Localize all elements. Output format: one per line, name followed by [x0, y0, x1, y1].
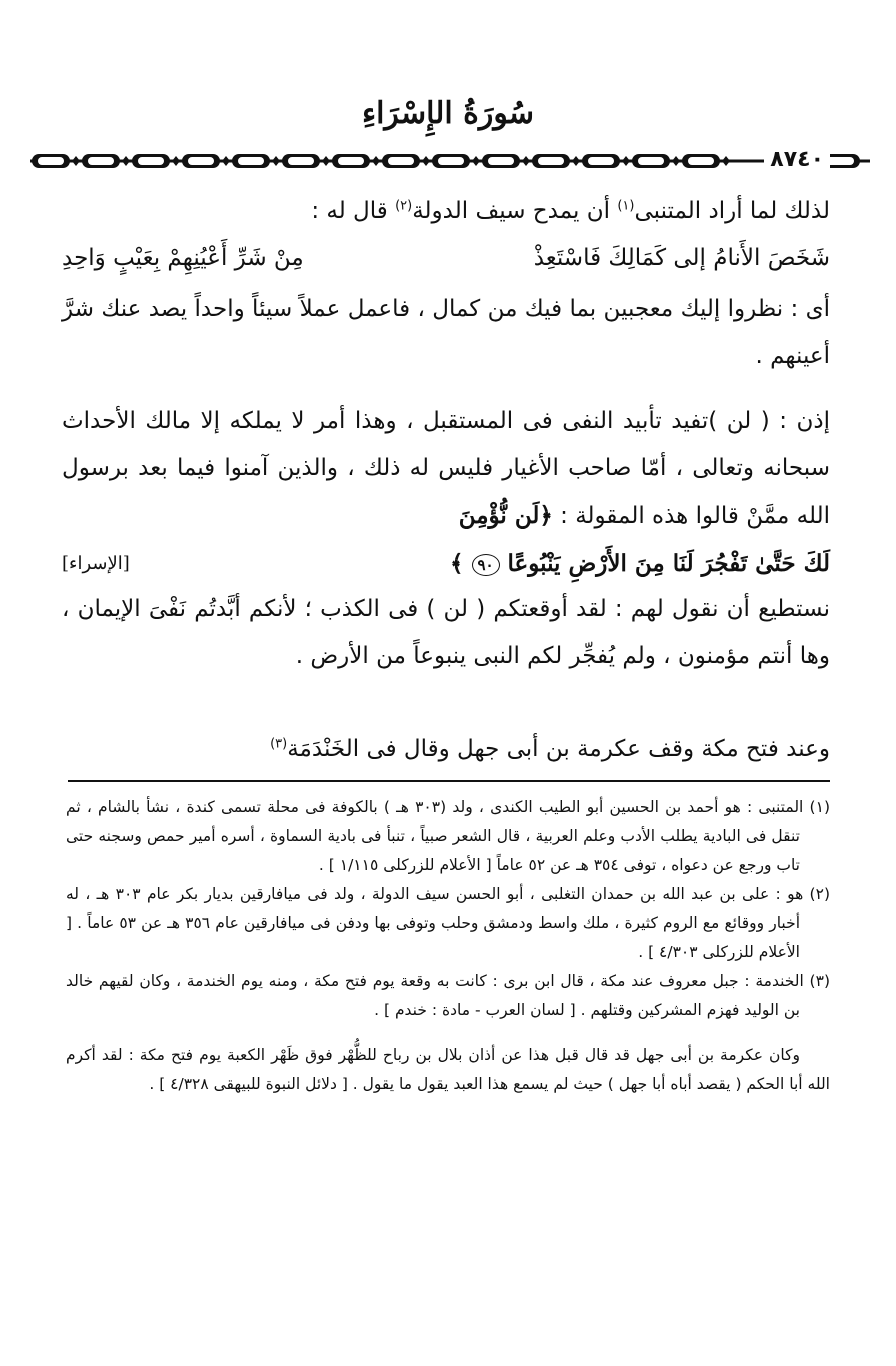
- quran-line-row: [62, 540, 830, 587]
- poetry-verse: [62, 235, 830, 282]
- paragraph-lan: إذن : ( لن )تفيد تأبيد النفى فى المستقبل ، وهذا أمر لا يملكه إلا مالك الأحداث سبحانه وتعالى ، أمّا صاحب الأغيار فليس له ذلك ، والذين آمنوا فيما بعد برسول الله ممَّنْ قالوا هذه المقولة : ﴿لَن نُّؤْمِنَ: [62, 408, 830, 529]
- main-text-block-3: [62, 586, 830, 680]
- quran-quote-open: ﴿: [539, 502, 553, 529]
- quran-quote-line1: لَن نُّؤْمِنَ: [458, 502, 540, 529]
- paragraph-explanation: أى : نظروا إليك معجبين بما فيك من كمال ، فاعمل عملاً سيئاً واحداً يصد عنك شرَّ أعينهم .: [62, 296, 830, 369]
- footnote-ref-3: (٣): [270, 736, 288, 752]
- footnote-3: (٣) الخندمة : جبل معروف عند مكة ، قال ابن برى : كانت به وقعة يوم فتح مكة ، ومنه يوم الخندمة ، وكان لقيهم خالد بن الوليد فهزم المشركين وقتلهم . [ لسان العرب - مادة : خندم ] .: [66, 972, 830, 1019]
- main-text-block: [62, 188, 830, 380]
- surah-source-reference: [الإسراء]: [62, 553, 130, 574]
- ayah-number-marker: ٩٠: [472, 554, 500, 576]
- paragraph-refutation: نستطيع أن نقول لهم : لقد أوقعتكم ( لن ) فى الكذب ؛ لأنكم أبَّدتُم نَفْىَ الإيمان ، وها أنتم مؤمنون ، ولم يُفجِّر لكم النبى ينبوعاً من الأرض .: [62, 596, 830, 669]
- verse-hemistich-first: شَخَصَ الأَنامُ إلى كَمَالِكَ فَاسْتَعِذْ: [533, 245, 830, 271]
- verse-hemistich-second: مِنْ شَرِّ أَعْيُنِهِمْ بِعَيْبٍ وَاحِدِ: [62, 245, 304, 271]
- quran-quote-close: ﴾: [450, 550, 464, 577]
- main-text-block-2: [62, 398, 830, 587]
- footnote-divider: [68, 780, 830, 782]
- paragraph-ikrimah: وعند فتح مكة وقف عكرمة بن أبى جهل وقال فى الخَنْدَمَة$^{(٣)}$: [270, 736, 830, 762]
- footnote-2: (٢) هو : على بن عبد الله بن حمدان التغلبى ، أبو الحسن سيف الدولة ، ولد فى ميافارقين بديار بكر عام ٣٠٣ هـ ، له أخبار ووقائع مع الروم كثيرة ، ملك واسط ودمشق وحلب وتوفى بها ودفن فى ميافارقين عام ٣٥٦ هـ عن ٥٣ عاماً . [ الأعلام للزركلى ٤/٣٠٣ ] .: [66, 885, 830, 961]
- ornamental-header-band: [30, 146, 870, 176]
- quran-quote-line2: لَكَ حَتَّىٰ تَفْجُرَ لَنَا مِنَ الأَرْضِ يَنْبُوعًا: [507, 550, 830, 577]
- main-text-block-4: [62, 726, 830, 773]
- footnote-3-continuation: وكان عكرمة بن أبى جهل قد قال قبل هذا عن أذان بلال بن رباح للظُّهْر فوق ظَهْر الكعبة يوم فتح مكة : لقد أكرم الله أبا الحكم ( يقصد أباه أبا جهل ) حيث لم يسمع هذا العبد يقول ما يقول . [ دلائل النبوة للبيهقى ٤/٣٢٨ ] .: [66, 1046, 830, 1093]
- footnote-ref-1: (١): [617, 198, 635, 214]
- paragraph-intro: لذلك لما أراد المتنبى$^{(١)}$ أن يمدح سيف الدولة$^{(٢)}$ قال له :: [311, 198, 830, 224]
- footnote-1: (١) المتنبى : هو أحمد بن الحسين أبو الطيب الكندى ، ولد (٣٠٣ هـ ) بالكوفة فى محلة تسمى كندة ، نشأ بالشام ، ثم تنقل فى البادية يطلب الأدب وعلم العربية ، قال الشعر صبياً ، تنبأ فى بادية السماوة ، أسره أمير حمص وسجنه حتى تاب ورجع عن دعواه ، توفى ٣٥٤ هـ عن ٥٢ عاماً [ الأعلام للزركلى ١/١١٥ ] .: [66, 798, 830, 874]
- page-number: ٨٧٤٠: [764, 146, 830, 174]
- footnote-ref-2: (٢): [395, 198, 413, 214]
- footnotes-section: [66, 793, 830, 1115]
- surah-title: سُورَةُ الإِسْرَاءِ: [361, 96, 535, 131]
